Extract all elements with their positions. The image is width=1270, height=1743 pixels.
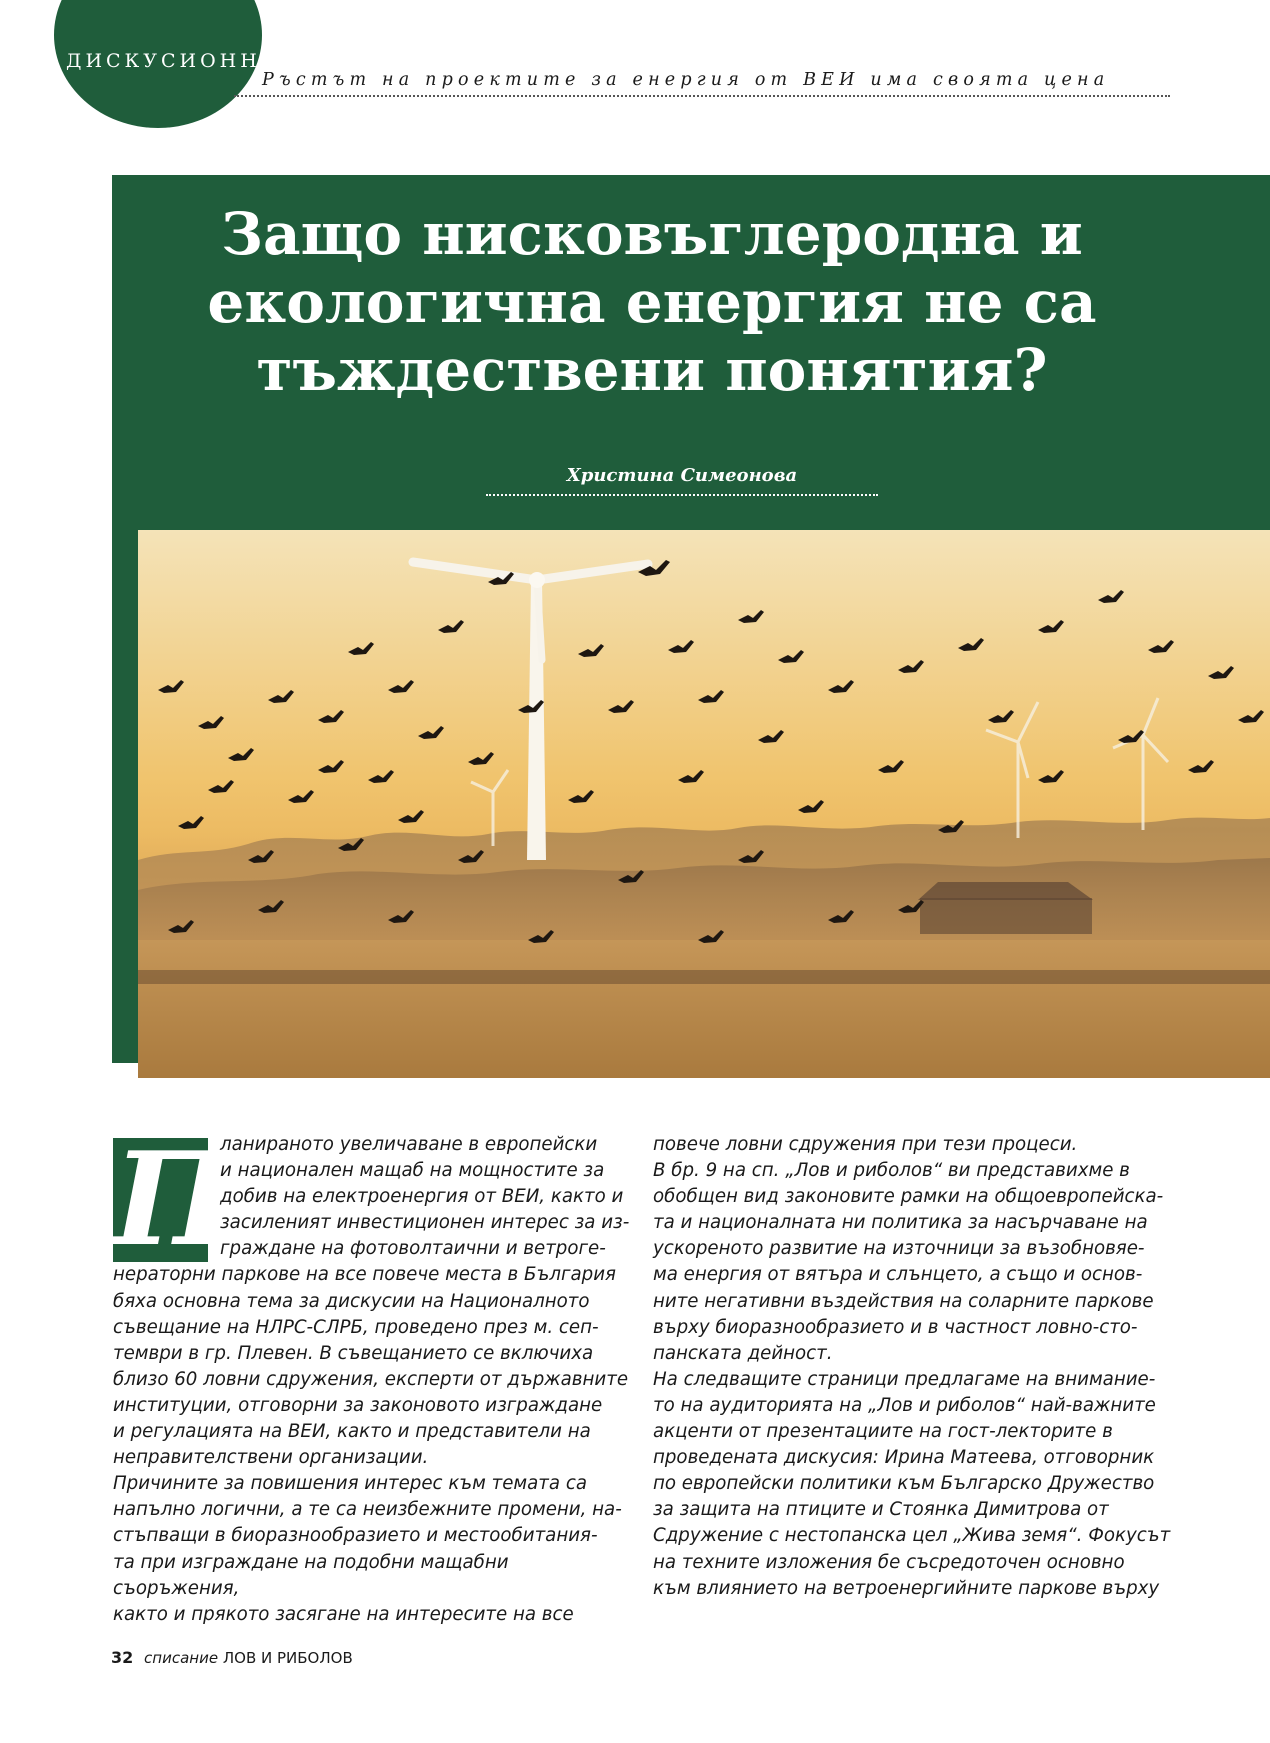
title-line: тъждествени понятия? [256, 336, 1048, 404]
text-line: повече ловни сдружения при тези процеси. [653, 1134, 1078, 1155]
page-number: 32 [111, 1648, 134, 1667]
text-line: тември в гр. Плевен. В съвещанието се включиха [113, 1342, 594, 1364]
drop-cap: П [113, 1125, 234, 1275]
paragraph [653, 1158, 1173, 1367]
wind-turbine-birds-photo [138, 530, 1270, 1078]
article-author: Христина Симеонова [566, 465, 798, 486]
text-line: за защита на птиците и Стоянка Димитрова от [653, 1499, 1109, 1521]
text-line: панската дейност. [653, 1342, 833, 1364]
title-line: Защо нисковъглеродна и [221, 200, 1083, 268]
text-line: и национален мащаб на мощностите за [220, 1160, 605, 1182]
text-line: към влиянието на ветроенергийните паркове върху [653, 1577, 1160, 1599]
text-line: стъпващи в биоразнообразието и местообитания- [113, 1525, 598, 1547]
article-title [112, 200, 1192, 404]
text-line: проведената дискусия: Ирина Матеева, отговорник [653, 1447, 1155, 1469]
text-line: Сдружение с нестопанска цел „Жива земя“. Фокусът [653, 1525, 1171, 1547]
text-line: засиленият инвестиционен интерес за из- [220, 1212, 630, 1234]
page-footer [111, 1648, 353, 1667]
magazine-name: ЛОВ И РИБОЛОВ [222, 1649, 353, 1667]
text-line: обобщен вид законовите рамки на общоевропейска- [653, 1186, 1164, 1208]
running-head: Ръстът на проектите за енергия от ВЕИ има своята цена [262, 70, 1110, 90]
text-column-left [113, 1125, 633, 1628]
text-line: ните негативни въздействия на соларните паркове [653, 1290, 1154, 1312]
text-line: на техните изложения бе съсредоточен основно [653, 1551, 1125, 1573]
text-line: На следващите страници предлагаме на внимание- [653, 1368, 1156, 1390]
text-line: то на аудиторията на „Лов и риболов“ най-важните [653, 1394, 1156, 1416]
text-line: близо 60 ловни сдружения, експерти от държавните [113, 1368, 629, 1390]
text-line: та и националната ни политика за насърчаване на [653, 1212, 1148, 1234]
text-line: напълно логични, а те са неизбежните промени, на- [113, 1499, 622, 1521]
text-line: ма енергия от вятъра и слънцето, а също и основ- [653, 1264, 1143, 1286]
section-label: ДИСКУСИОННО [66, 50, 281, 72]
text-line: както и прякото засягане на интересите на все [113, 1603, 574, 1625]
text-line: по европейски политики към Българско Дружество [653, 1473, 1155, 1495]
text-line: съвещание на НЛРС-СЛРБ, проведено през м. сеп- [113, 1316, 599, 1338]
text-line: акценти от презентациите на гост-лекторите в [653, 1421, 1113, 1443]
text-line: Причините за повишения интерес към темата са [113, 1473, 587, 1495]
text-line: граждане на фотоволтаични и ветроге- [220, 1238, 606, 1260]
author-rule [486, 494, 878, 496]
text-line: неправителствени организации. [113, 1447, 429, 1469]
text-line: институции, отговорни за законовото изграждане [113, 1394, 603, 1416]
magazine-prefix: списание [144, 1649, 219, 1667]
text-line: нераторни паркове на все повече места в България [113, 1264, 616, 1286]
text-line: добив на електроенергия от ВЕИ, както и [220, 1186, 624, 1208]
text-line: върху биоразнообразието и в частност ловно-сто- [653, 1316, 1138, 1338]
title-line: екологична енергия не са [207, 268, 1097, 336]
text-line: и регулацията на ВЕИ, както и представители на [113, 1421, 591, 1443]
paragraph [653, 1132, 1173, 1158]
text-line: ланираното увеличаване в европейски [220, 1134, 598, 1155]
text-line: та при изграждане на подобни мащабни съоръжения, [113, 1551, 509, 1599]
running-head-rule [234, 95, 1170, 97]
text-line: В бр. 9 на сп. „Лов и риболов“ ви представихме в [653, 1160, 1130, 1182]
paragraph [113, 1471, 633, 1628]
text-column-right [653, 1132, 1173, 1602]
text-line: ускореното развитие на източници за възобновяе- [653, 1238, 1145, 1260]
paragraph [653, 1367, 1173, 1602]
text-line: бяха основна тема за дискусии на Националното [113, 1290, 590, 1312]
